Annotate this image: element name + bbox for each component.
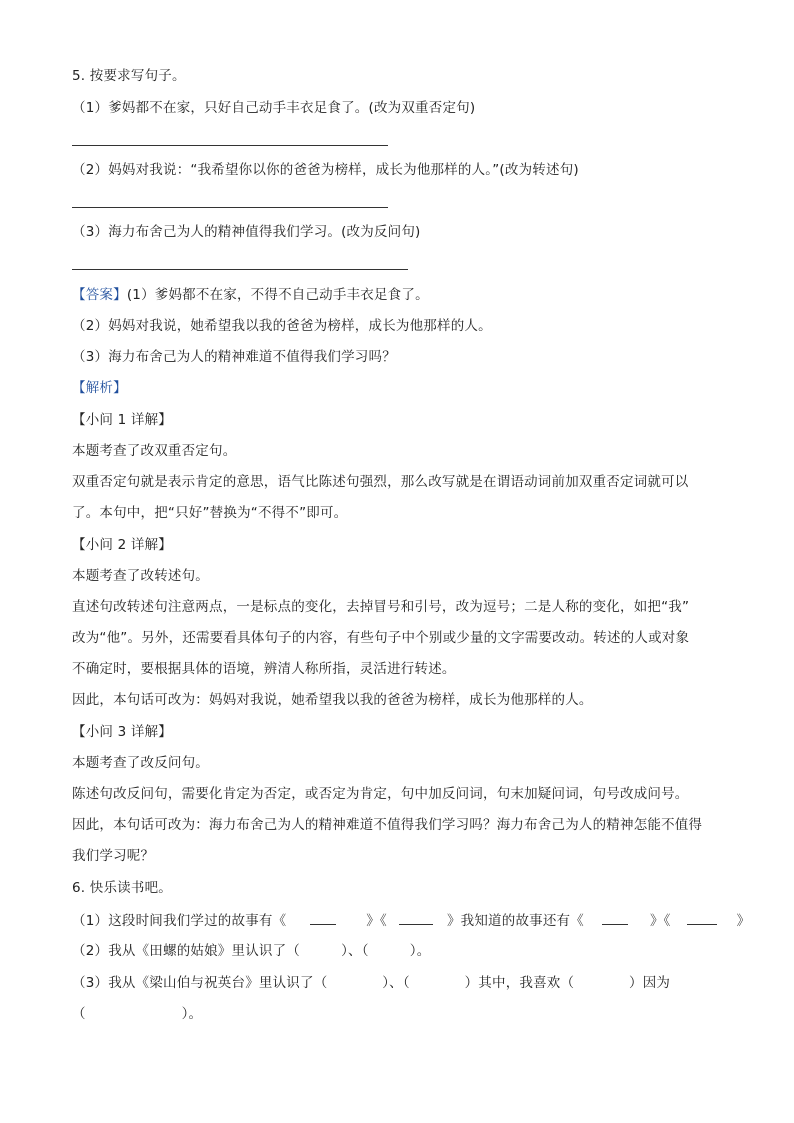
q5-item-1: （1）爹妈都不在家，只好自己动手丰衣足食了。(改为双重否定句) [72, 100, 476, 116]
detail-2-text: 不确定时，要根据具体的语境，辨清人称所指，灵活进行转述。 [72, 661, 456, 677]
detail-1-text: 本题考查了改双重否定句。 [72, 443, 237, 459]
fill-blank[interactable] [310, 910, 336, 925]
answer-line-3: （3）海力布舍己为人的精神难道不值得我们学习吗？ [72, 349, 396, 365]
detail-2-heading: 【小问 2 详解】 [72, 537, 172, 553]
detail-1-heading: 【小问 1 详解】 [72, 412, 172, 428]
question-5-title: 5. 按要求写句子。 [72, 68, 186, 84]
fill-blank[interactable] [602, 910, 628, 925]
detail-1-text: 双重否定句就是表示肯定的意思，语气比陈述句强烈，那么改写就是在谓语动词前加双重否定词就可以 [72, 474, 689, 490]
detail-3-text: 本题考查了改反问句。 [72, 755, 209, 771]
detail-2-text: 本题考查了改转述句。 [72, 568, 209, 584]
detail-3-text: 我们学习呢？ [72, 848, 155, 864]
analysis-tag: 【解析】 [72, 380, 127, 396]
detail-3-text: 因此，本句话可改为：海力布舍己为人的精神难道不值得我们学习吗？海力布舍己为人的精神怎能不值得 [72, 817, 703, 833]
q6-item-1: （1）这段时间我们学过的故事有《 》《 》我知道的故事还有《 》《 》 [72, 910, 750, 931]
detail-1-text: 了。本句中，把“只好”替换为“不得不”即可。 [72, 505, 348, 521]
q6-item-3: （3）我从《梁山伯与祝英台》里认识了（ ）、（ ）其中，我喜欢（ ）因为 [72, 975, 671, 991]
answer-line [72, 269, 408, 270]
answer-line-1: 【答案】(1）爹妈都不在家，不得不自己动手丰衣足食了。 [72, 287, 429, 303]
detail-3-heading: 【小问 3 详解】 [72, 724, 172, 740]
fill-blank[interactable] [687, 910, 717, 925]
fill-blank[interactable] [399, 910, 433, 925]
detail-2-text: 因此，本句话可改为：妈妈对我说，她希望我以我的爸爸为榜样，成长为他那样的人。 [72, 692, 593, 708]
q5-item-2: （2）妈妈对我说：“我希望你以你的爸爸为榜样，成长为他那样的人。”(改为转述句) [72, 162, 579, 178]
answer-line [72, 207, 388, 208]
detail-3-text: 陈述句改反问句，需要化肯定为否定，或否定为肯定，句中加反问词，句末加疑问词，句号改成问号。 [72, 786, 689, 802]
detail-2-text: 改为“他”。另外，还需要看具体句子的内容，有些句子中个别或少量的文字需要改动。转述的人或对象 [72, 630, 690, 646]
q6-item-3-cont: （ ）。 [72, 1006, 203, 1022]
answer-line [72, 145, 388, 146]
q5-item-3: （3）海力布舍己为人的精神值得我们学习。(改为反问句) [72, 224, 421, 240]
q6-item-2: （2）我从《田螺的姑娘》里认识了（ ）、（ ）。 [72, 943, 431, 959]
answer-tag: 【答案】 [72, 287, 127, 303]
detail-2-text: 直述句改转述句注意两点，一是标点的变化，去掉冒号和引号，改为逗号；二是人称的变化，如把“我” [72, 599, 690, 615]
question-6-title: 6. 快乐读书吧。 [72, 880, 172, 896]
answer-line-2: （2）妈妈对我说，她希望我以我的爸爸为榜样，成长为他那样的人。 [72, 318, 492, 334]
